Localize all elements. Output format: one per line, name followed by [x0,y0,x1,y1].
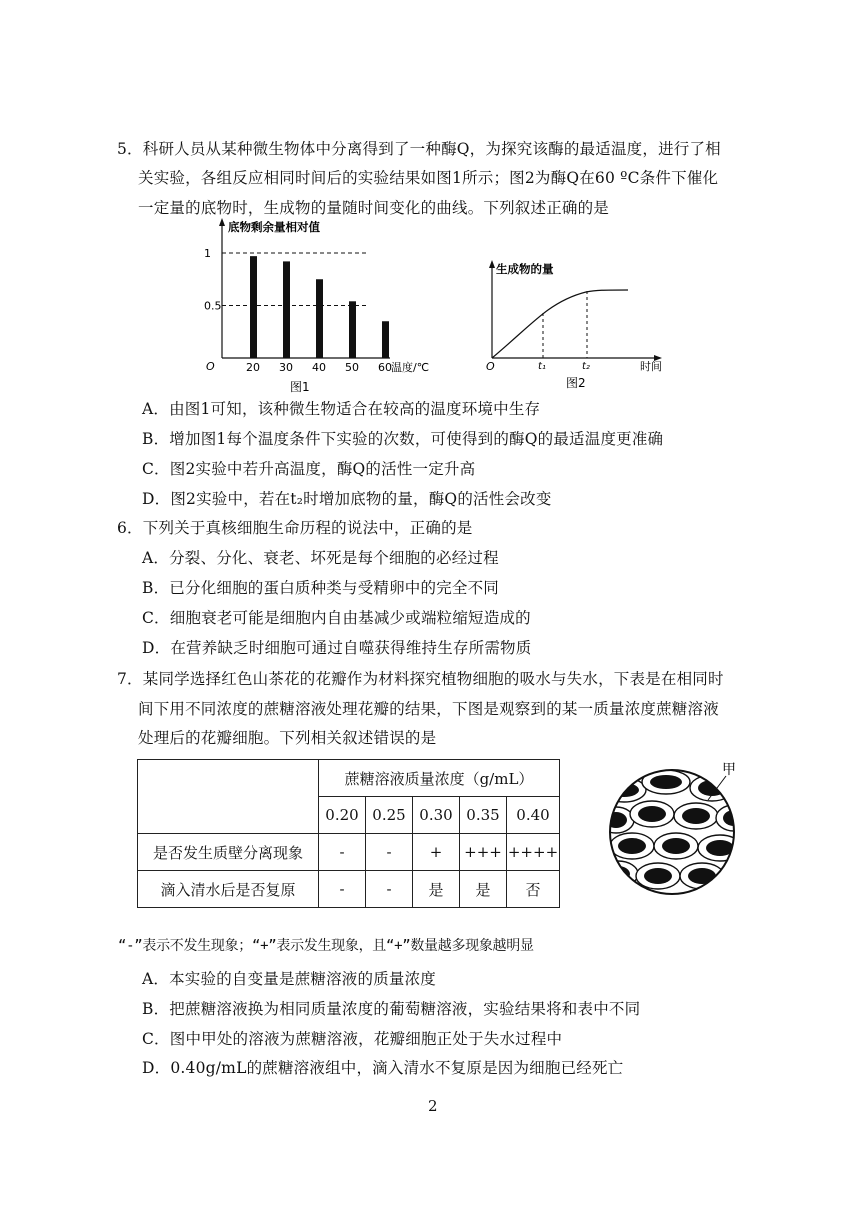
fig1-ytick-0: 1 [204,247,211,260]
cell: +++ [460,834,507,871]
q5-option-b: B．增加图1每个温度条件下实验的次数，可使得到的酶Q的最适温度更准确 [142,430,664,448]
table-row [138,834,560,871]
fig2-ylabel: 生成物的量 [496,262,554,276]
fig1-xtick-20: 20 [246,361,260,374]
fig1-xtick-50: 50 [345,361,359,374]
q7-stem-line-2: 间下用不同浓度的蔗糖溶液处理花瓣的结果，下图是观察到的某一质量浓度蔗糖溶液 [138,700,719,718]
table-note: “-”表示不发生现象；“+”表示发生现象，且“+”数量越多现象越明显 [118,938,534,954]
fig2-t2-label: t₂ [582,361,590,372]
q7-option-c: C．图中甲处的溶液为蔗糖溶液，花瓣细胞正处于失水过程中 [142,1030,563,1048]
table-row [138,871,560,908]
fig1-ytick-1: 0.5 [204,299,222,313]
q6-option-b: B．已分化细胞的蛋白质种类与受精卵中的完全不同 [142,579,499,597]
q6-stem: 6．下列关于真核细胞生命历程的说法中，正确的是 [117,519,473,537]
q6-option-c: C．细胞衰老可能是细胞内自由基减少或端粒缩短造成的 [142,609,531,627]
fig1-xtick-60: 60 [378,361,392,374]
cell: - [319,871,366,908]
cell: 否 [507,871,560,908]
cell: 是 [460,871,507,908]
fig1-bar-50 [349,301,356,358]
q7-stem-line-3: 处理后的花瓣细胞。下列相关叙述错误的是 [138,729,437,747]
fig1-xlabel: 温度/℃ [391,361,430,374]
fig1-axes [219,218,390,358]
fig1-origin: O [206,360,215,373]
fig1-bar-20 [250,256,257,358]
fig1-bar-40 [316,279,323,358]
fig2-curve [492,290,628,358]
conc-3: 0.35 [460,797,507,834]
fig1-xtick-30: 30 [279,361,293,374]
page-number: 2 [428,1097,438,1115]
fig2-xlabel: 时间 [640,360,662,373]
q7-stem-line-1: 7．某同学选择红色山茶花的花瓣作为材料探究植物细胞的吸水与失水，下表是在相同时 [117,670,724,688]
conc-1: 0.25 [366,797,413,834]
cell: + [413,834,460,871]
q5-option-a: A．由图1可知，该种微生物适合在较高的温度环境中生存 [142,400,541,418]
q7-option-a: A．本实验的自变量是蔗糖溶液的质量浓度 [142,970,436,988]
conc-0: 0.20 [319,797,366,834]
q5-stem-line-1: 5．科研人员从某种微生物体中分离得到了一种酶Q，为探究该酶的最适温度，进行了相 [117,140,721,158]
cell-label-jia: 甲 [722,762,736,778]
q5-option-c: C．图2实验中若升高温度，酶Q的活性一定升高 [142,460,476,478]
petal-cells-figure [604,760,754,900]
row-label: 是否发生质壁分离现象 [138,834,319,871]
fig1-bar-60 [382,321,389,358]
row-label: 滴入清水后是否复原 [138,871,319,908]
fig1-bar-30 [283,261,290,358]
table-corner-cell [138,760,319,834]
cell: 是 [413,871,460,908]
figure-1-bar-chart [190,214,450,394]
table-header: 蔗糖溶液质量浓度（g/mL） [319,760,560,797]
fig1-xtick-40: 40 [312,361,326,374]
cell: - [319,834,366,871]
figure-2-line-chart [478,256,688,394]
fig1-ylabel: 底物剩余量相对值 [228,220,320,234]
fig2-t1-label: t₁ [538,361,546,372]
fig2-caption: 图2 [566,376,586,390]
fig2-origin: O [486,360,495,373]
conc-2: 0.30 [413,797,460,834]
fig1-caption: 图1 [290,380,310,394]
cell: - [366,871,413,908]
results-table [137,759,560,908]
q6-option-a: A．分裂、分化、衰老、坏死是每个细胞的必经过程 [142,549,499,567]
q5-stem-line-3: 一定量的底物时，生成物的量随时间变化的曲线。下列叙述正确的是 [138,199,610,217]
q5-stem-line-2: 关实验，各组反应相同时间后的实验结果如图1所示；图2为酶Q在60 ºC条件下催化 [138,169,719,187]
q6-option-d: D．在营养缺乏时细胞可通过自噬获得维持生存所需物质 [142,639,532,657]
cell: - [366,834,413,871]
q5-option-d: D．图2实验中，若在t₂时增加底物的量，酶Q的活性会改变 [142,490,552,508]
cell: ++++ [507,834,560,871]
q7-option-b: B．把蔗糖溶液换为相同质量浓度的葡萄糖溶液，实验结果将和表中不同 [142,1000,641,1018]
conc-4: 0.40 [507,797,560,834]
q7-option-d: D．0.40g/mL的蔗糖溶液组中，滴入清水不复原是因为细胞已经死亡 [142,1059,624,1077]
